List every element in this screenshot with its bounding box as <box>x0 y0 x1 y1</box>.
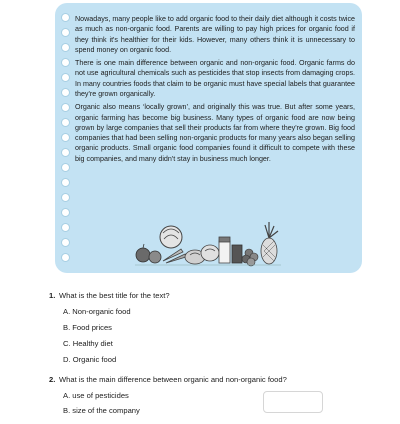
notebook-ring-icon <box>61 28 70 37</box>
notebook-ring-icon <box>61 253 70 262</box>
notebook-ring-icon <box>61 133 70 142</box>
pineapple-icon <box>261 222 278 264</box>
notebook-ring-icon <box>61 223 70 232</box>
bread-icon <box>185 245 219 264</box>
notebook-ring-icon <box>61 73 70 82</box>
carrot-icon <box>163 249 186 263</box>
answer-option[interactable]: A. use of pesticides <box>63 390 129 400</box>
notebook-ring-icon <box>61 163 70 172</box>
notebook-ring-icon <box>61 238 70 247</box>
notebook-ring-icon <box>61 58 70 67</box>
question-number: 1. <box>49 291 56 300</box>
reading-notepad <box>55 3 362 273</box>
answer-option[interactable]: C. Healthy diet <box>63 338 113 348</box>
jar-icon <box>219 237 242 263</box>
notebook-ring-icon <box>61 208 70 217</box>
question-text: What is the main difference between organic and non-organic food? <box>59 374 287 384</box>
question-2 <box>49 373 379 386</box>
notebook-ring-icon <box>61 13 70 22</box>
question-2-options <box>49 388 379 420</box>
grapes-icon <box>242 249 258 266</box>
answer-option[interactable]: A. Non-organic food <box>63 307 131 316</box>
answer-box[interactable] <box>263 391 323 413</box>
questions-section <box>49 289 379 424</box>
notebook-ring-icon <box>61 43 70 52</box>
notebook-ring-icon <box>61 103 70 112</box>
paragraph-3: Organic also means ‘locally grown’, and originally this was true. But after some years, organic farming has become big business. Many types of organic food are now being grown by large companies that sell their products far from where they're grown. Big food companies that had been selling non-organic products for many years also began selling organic products. Small organic food companies found it difficult to compete with these big companies, and many didn't stay in business much longer. <box>75 103 355 163</box>
answer-option[interactable]: B. Food prices <box>63 322 112 332</box>
answer-option[interactable]: B. size of the company <box>63 406 140 416</box>
reading-text <box>75 14 355 167</box>
notebook-ring-icon <box>61 148 70 157</box>
answer-option[interactable]: D. Organic food <box>63 354 117 364</box>
question-text: What is the best title for the text? <box>59 291 170 300</box>
lettuce-icon <box>160 226 182 248</box>
question-1-options <box>49 304 379 368</box>
notebook-ring-icon <box>61 178 70 187</box>
notebook-ring-icon <box>61 118 70 127</box>
paragraph-1: Nowadays, many people like to add organic food to their daily diet although it costs twice as much as non-organic food. Parents are willing to pay high prices for organic food if they think it's healthier for their kids. However, many others think it is unnecessary to spend money on organic food. <box>75 15 355 54</box>
food-illustration <box>133 211 283 269</box>
question-1 <box>49 289 379 302</box>
notebook-ring-icon <box>61 193 70 202</box>
apple-icon <box>136 244 161 263</box>
paragraph-2: There is one main difference between organic and non-organic food. Organic farms do not use agricultural chemicals such as pesticides that stop insects from damaging crops. In many countries foods that claim to be organic must have special labels that guarantee they're grown organically. <box>75 59 355 98</box>
notebook-ring-icon <box>61 88 70 97</box>
question-number: 2. <box>49 374 56 384</box>
